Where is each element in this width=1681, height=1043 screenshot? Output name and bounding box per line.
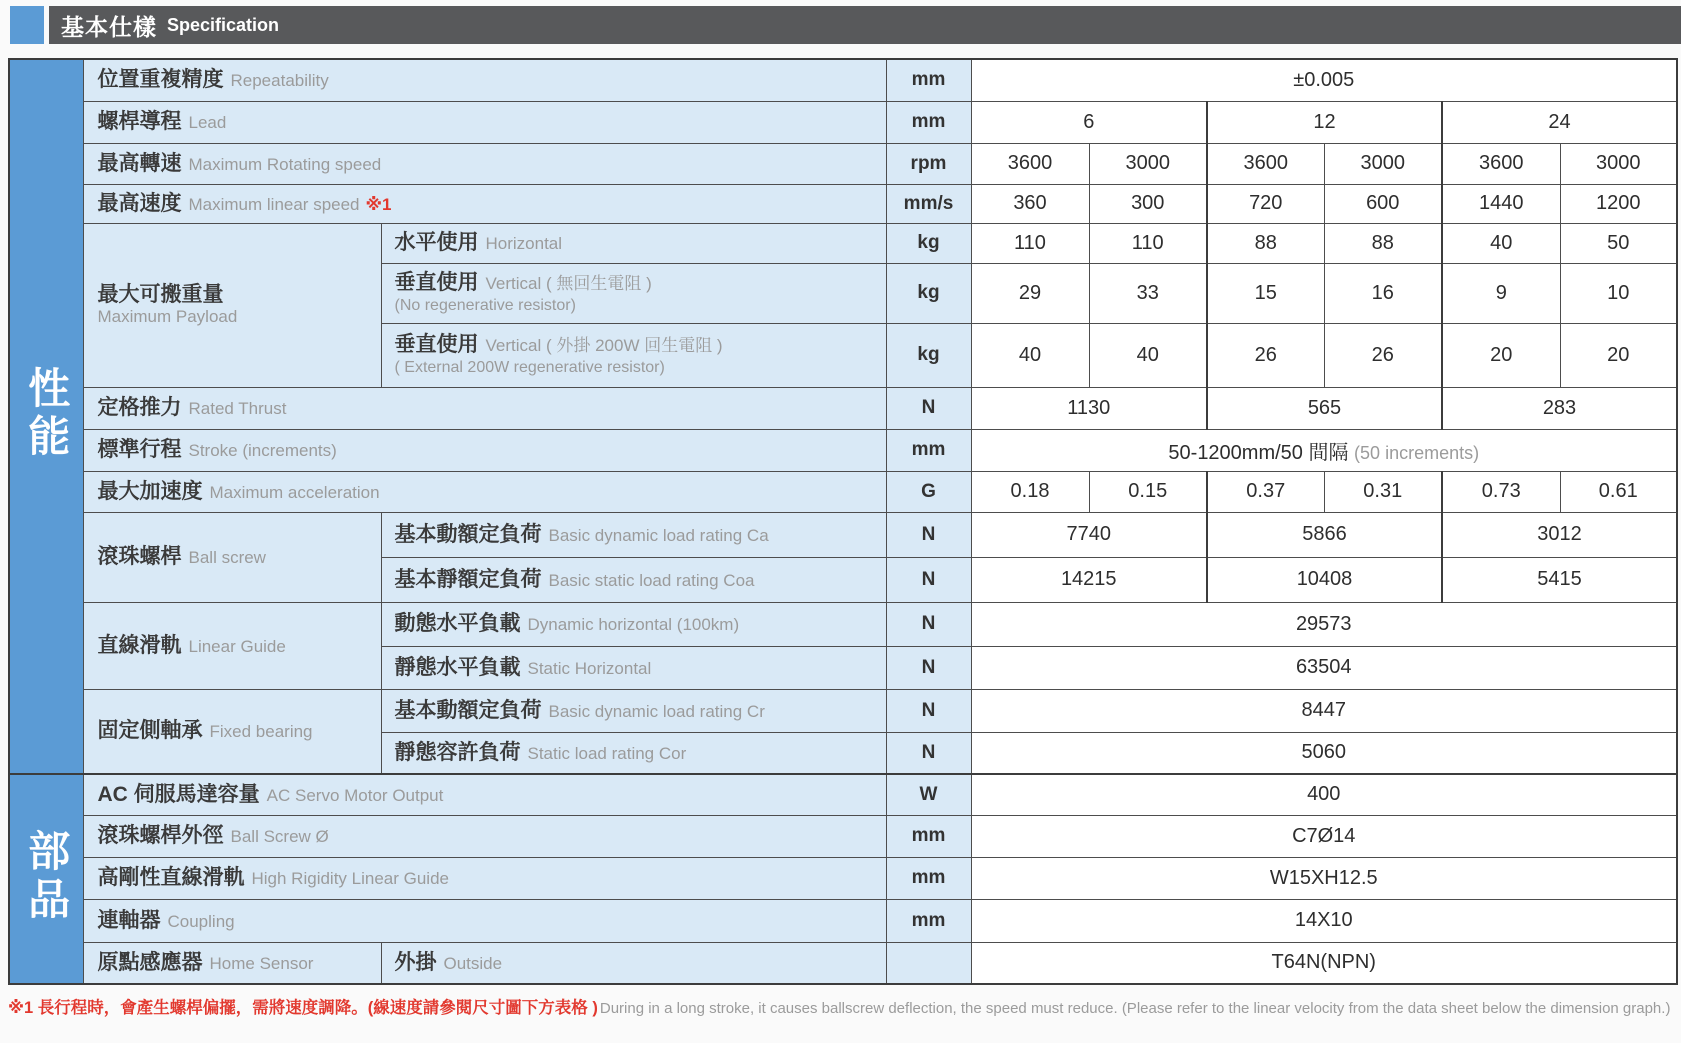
value-cell: 10408 [1207,557,1442,602]
table-row [9,223,1677,263]
value-cell: 7740 [971,512,1207,557]
value-cell: 1200 [1560,184,1677,223]
value-cell: 50 [1560,223,1677,263]
table-row [9,942,1677,984]
value-cell: 1440 [1442,184,1560,223]
label-fixed-bearing: 固定側軸承 Fixed bearing [83,689,381,774]
value-cell: T64N(NPN) [971,942,1677,984]
label-linear-guide-dynamic: 動態水平負載 Dynamic horizontal (100km) [381,602,886,646]
section-text-parts: 部品 [23,828,71,925]
value-cell: 50-1200mm/50 間隔 (50 increments) [971,429,1677,471]
value-cell: 14X10 [971,899,1677,942]
value-cell: 20 [1442,323,1560,387]
value-cell: 33 [1089,263,1207,323]
value-cell: 3000 [1324,143,1442,184]
label-linear-guide-static: 靜態水平負載 Static Horizontal [381,646,886,689]
value-cell: 283 [1442,387,1677,429]
value-cell: 0.73 [1442,471,1560,512]
value-cell: 600 [1324,184,1442,223]
value-cell: 26 [1207,323,1324,387]
unit-cell: mm [886,429,971,471]
label-stroke: 標準行程 Stroke (increments) [83,429,886,471]
unit-cell: N [886,512,971,557]
value-cell: 14215 [971,557,1207,602]
value-cell: 360 [971,184,1089,223]
value-cell: 0.37 [1207,471,1324,512]
section-text-performance: 性能 [23,366,71,462]
label-acceleration: 最大加速度 Maximum acceleration [83,471,886,512]
unit-cell: mm [886,101,971,143]
value-cell: 300 [1089,184,1207,223]
label-max-payload: 最大可搬重量 Maximum Payload [83,223,381,387]
unit-cell: N [886,732,971,774]
value-cell: 88 [1207,223,1324,263]
section-label-performance [9,59,83,774]
value-cell: 0.18 [971,471,1089,512]
footnote [8,994,1681,1018]
value-cell: 29573 [971,602,1677,646]
table-row [9,471,1677,512]
value-cell: 3012 [1442,512,1677,557]
value-cell: 9 [1442,263,1560,323]
header-bar [49,6,1681,44]
label-ball-screw: 滾珠螺桿 Ball screw [83,512,381,602]
label-home-sensor-outside: 外掛 Outside [381,942,886,984]
footnote-gray: During in a long stroke, it causes ballscrew deflection, the speed must reduce. (Please refer to the linear velocity from the data sheet below the dimension graph.) [599,1000,1671,1017]
footnote-red: ※1 長行程時，會產生螺桿偏擺，需將速度調降。(線速度請參閱尺寸圖下方表格 ) [8,999,598,1017]
value-cell: W15XH12.5 [971,857,1677,899]
table-row [9,512,1677,557]
value-cell: 5415 [1442,557,1677,602]
value-cell: 0.61 [1560,471,1677,512]
value-cell: 26 [1324,323,1442,387]
page-title-zh: 基本仕樣 [61,13,157,40]
value-cell: 88 [1324,223,1442,263]
label-rotating-speed: 最高轉速 Maximum Rotating speed [83,143,886,184]
label-ball-screw-static: 基本靜額定負荷 Basic static load rating Coa [381,557,886,602]
unit-cell: kg [886,263,971,323]
label-ball-screw-dynamic: 基本動額定負荷 Basic dynamic load rating Ca [381,512,886,557]
label-linear-guide: 直線滑軌 Linear Guide [83,602,381,689]
value-cell: 720 [1207,184,1324,223]
value-cell: 20 [1560,323,1677,387]
table-row [9,101,1677,143]
unit-cell: kg [886,323,971,387]
value-cell: 110 [1089,223,1207,263]
label-payload-horizontal: 水平使用 Horizontal [381,223,886,263]
value-cell: 29 [971,263,1089,323]
value-cell: 16 [1324,263,1442,323]
value-cell: 6 [971,101,1207,143]
label-servo-output: AC 伺服馬達容量 AC Servo Motor Output [83,774,886,815]
table-row [9,59,1677,101]
value-cell: 1130 [971,387,1207,429]
table-row [9,815,1677,857]
table-row [9,143,1677,184]
table-row [9,689,1677,732]
accent-square [10,6,44,44]
label-home-sensor: 原點感應器 Home Sensor [83,942,381,984]
unit-cell: mm [886,815,971,857]
value-cell: C7Ø14 [971,815,1677,857]
unit-cell: mm [886,857,971,899]
label-linear-speed: 最高速度 Maximum linear speed ※1 [83,184,886,223]
value-cell: 40 [1089,323,1207,387]
value-cell: 12 [1207,101,1442,143]
label-rigidity-guide: 高剛性直線滑軌 High Rigidity Linear Guide [83,857,886,899]
unit-cell: mm [886,59,971,101]
label-payload-vertical-no-regen: 垂直使用 Vertical ( 無回生電阻 ) (No regenerative resistor) [381,263,886,323]
value-cell: 3600 [1442,143,1560,184]
value-cell: ±0.005 [971,59,1677,101]
value-cell: 3600 [1207,143,1324,184]
unit-cell: mm [886,899,971,942]
unit-cell [886,942,971,984]
value-cell: 3600 [971,143,1089,184]
value-cell: 8447 [971,689,1677,732]
table-row [9,774,1677,815]
label-fixed-bearing-static: 靜態容許負荷 Static load rating Cor [381,732,886,774]
value-cell: 565 [1207,387,1442,429]
value-cell: 3000 [1089,143,1207,184]
value-cell: 0.15 [1089,471,1207,512]
section-header [10,6,1681,44]
label-repeatability: 位置重複精度 Repeatability [83,59,886,101]
label-lead: 螺桿導程 Lead [83,101,886,143]
unit-cell: W [886,774,971,815]
label-fixed-bearing-dynamic: 基本動額定負荷 Basic dynamic load rating Cr [381,689,886,732]
value-cell: 400 [971,774,1677,815]
value-cell: 24 [1442,101,1677,143]
label-rated-thrust: 定格推力 Rated Thrust [83,387,886,429]
unit-cell: rpm [886,143,971,184]
table-row [9,602,1677,646]
unit-cell: N [886,689,971,732]
label-payload-vertical-ext-regen: 垂直使用 Vertical ( 外掛 200W 回生電阻 ) ( External 200W regenerative resistor) [381,323,886,387]
value-cell: 40 [971,323,1089,387]
footnote-ref-1: ※1 [365,194,392,214]
unit-cell: N [886,387,971,429]
value-cell: 63504 [971,646,1677,689]
table-row [9,387,1677,429]
table-row [9,429,1677,471]
value-cell: 110 [971,223,1089,263]
unit-cell: G [886,471,971,512]
table-row [9,857,1677,899]
value-cell: 15 [1207,263,1324,323]
page-title-en: Specification [167,14,280,35]
unit-cell: mm/s [886,184,971,223]
value-cell: 3000 [1560,143,1677,184]
unit-cell: N [886,646,971,689]
unit-cell: kg [886,223,971,263]
value-cell: 5060 [971,732,1677,774]
section-label-parts [9,774,83,984]
label-ball-screw-diameter: 滾珠螺桿外徑 Ball Screw Ø [83,815,886,857]
unit-cell: N [886,557,971,602]
value-cell: 0.31 [1324,471,1442,512]
table-row [9,184,1677,223]
value-cell: 40 [1442,223,1560,263]
value-cell: 5866 [1207,512,1442,557]
table-row [9,899,1677,942]
spec-sheet [0,6,1681,1043]
label-coupling: 連軸器 Coupling [83,899,886,942]
spec-table [8,58,1678,985]
unit-cell: N [886,602,971,646]
value-cell: 10 [1560,263,1677,323]
